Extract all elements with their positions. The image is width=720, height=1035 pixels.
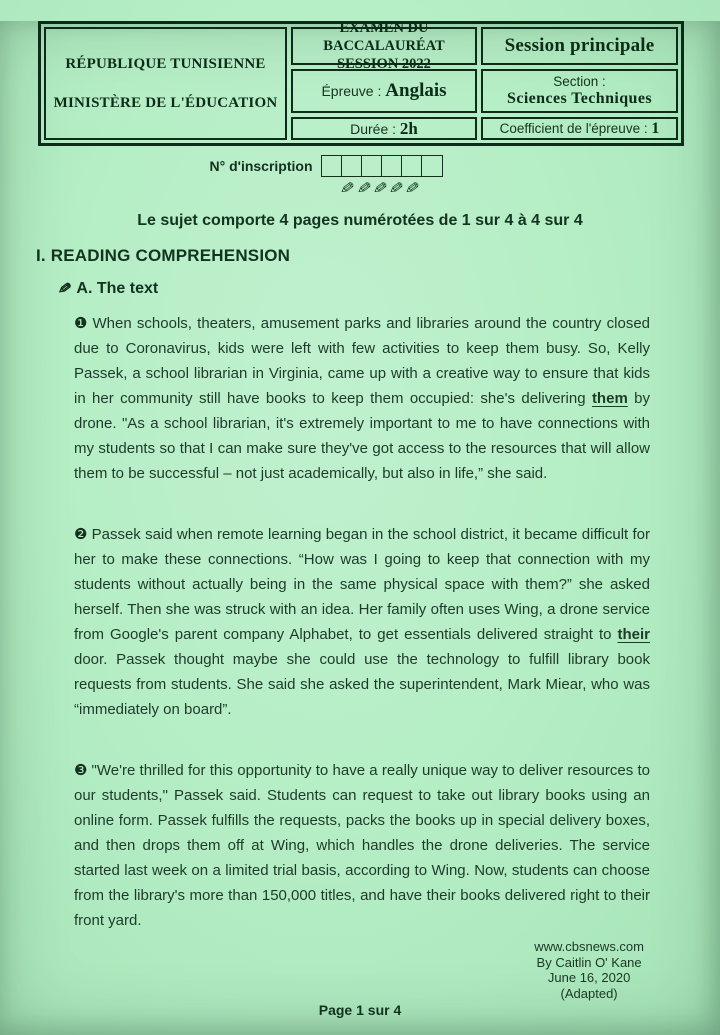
inscription-box: [342, 156, 362, 176]
paragraph-text: "We're thrilled for this opportunity to have a really unique way to deliver resources to our students," Passek said. Students can request to take out library books using an online form. Passek fulfills the requests, packs the books up in special delivery boxes, and then drops them off at Wing, which handles the drone deliveries. The service started last week on a limited trial basis, according to Wing. Now, students can choose from the library's more than 150,000 titles, and have their books delivered right to their front yard.: [74, 762, 650, 929]
paragraph-text: by drone. "As a school librarian, it's extremely important to me to have connections with my students so that I can make sure they've got access to the resources that will allow them to be successful – not just academically, but also in life,” she said.: [74, 390, 650, 482]
paragraph-number-icon: ❸: [74, 762, 88, 779]
epreuve-label: Épreuve :: [321, 83, 382, 99]
header-cell-session: [481, 27, 678, 65]
section-label: Section :: [553, 74, 606, 89]
session-label: Session principale: [504, 35, 655, 56]
pencil-icon: ✎: [355, 178, 373, 199]
header-cell-exam: [291, 20, 477, 72]
text-paragraph: [74, 311, 650, 486]
duree-row: [350, 119, 418, 139]
paragraph-text: door. Passek thought maybe she could use the technology to fulfill library book requests from students. She said she asked the superintendent, Mark Miear, who was “immediately on board”.: [74, 651, 650, 718]
paragraph-number-icon: ❷: [74, 526, 88, 543]
text-subsection-heading: [58, 279, 720, 299]
section-value: Sciences Techniques: [507, 90, 652, 107]
source-attribution: [534, 939, 644, 1001]
emphasized-word: their: [617, 626, 650, 643]
republic-line: RÉPUBLIQUE TUNISIENNE: [65, 55, 266, 72]
coefficient-label: Coefficient de l'épreuve :: [499, 120, 648, 136]
reading-section-title: I. READING COMPREHENSION: [36, 246, 291, 265]
paragraph-text: Passek said when remote learning began in the school district, it became difficult for her to make these connections. “How was I going to keep that connection with my students without actually being in the same physical space with them?” she asked herself. Then she was struck with an idea. Her family often uses Wing, a drone service from Google's parent company Alphabet, to get essentials delivered straight to: [74, 526, 651, 643]
inscription-row: [0, 155, 686, 177]
emphasized-word: them: [591, 390, 628, 407]
pencil-icon: ✎: [404, 178, 421, 199]
pencil-icon: ✎: [387, 178, 405, 199]
coefficient-row: [500, 120, 660, 138]
pages-notice: Le sujet comporte 4 pages numérotées de 1 sur 4 à 4 sur 4: [137, 212, 583, 229]
exam-title-line1: EXAMEN DU BACCALAURÉAT: [323, 20, 445, 54]
header-cell-section: [481, 69, 678, 113]
duree-label: Durée :: [350, 120, 397, 137]
ministry-line: MINISTÈRE DE L'ÉDUCATION: [53, 94, 278, 111]
text-subsection-label: A. The text: [76, 280, 159, 297]
page-number-footer: Page 1 sur 4: [318, 1002, 402, 1018]
paragraph-text: When schools, theaters, amusement parks and libraries around the country closed due to Coronavirus, kids were left with few activities to keep them busy. So, Kelly Passek, a school librarian in Virginia, came up with a creative way to ensure that kids in her community still have books to keep them occupied: she's delivering: [74, 315, 651, 407]
pencil-icon: ✎: [56, 280, 73, 299]
paragraph-number-icon: ❶: [74, 315, 89, 332]
reading-text-body: [74, 311, 650, 933]
coefficient-value: 1: [651, 119, 660, 137]
text-paragraph: [74, 758, 650, 933]
header-cell-coefficient: [481, 117, 678, 140]
inscription-box: [382, 156, 402, 176]
pencil-icon: ✎: [339, 178, 356, 199]
inscription-box: [322, 156, 342, 176]
inscription-box: [362, 156, 382, 176]
header-cell-republic: [44, 27, 287, 140]
inscription-boxes: [321, 155, 443, 177]
exam-title-line2: SESSION 2022: [337, 56, 431, 72]
header-cell-epreuve: [291, 69, 477, 113]
source-site: www.cbsnews.com: [534, 939, 644, 954]
epreuve-value: Anglais: [385, 80, 447, 101]
duree-value: 2h: [399, 118, 418, 138]
inscription-label: N° d'inscription: [209, 158, 313, 174]
source-adapted: (Adapted): [560, 985, 618, 1001]
pencil-icon: ✎: [371, 178, 389, 199]
inscription-box: [402, 156, 422, 176]
exam-header-table: [38, 21, 684, 146]
source-author: By Caitlin O' Kane: [536, 954, 642, 970]
epreuve-row: [321, 80, 446, 102]
text-paragraph: [74, 522, 650, 722]
pencil-icons-row: [20, 179, 720, 199]
inscription-box: [422, 156, 442, 176]
source-date: June 16, 2020: [547, 970, 631, 985]
header-cell-duree: [291, 117, 477, 140]
